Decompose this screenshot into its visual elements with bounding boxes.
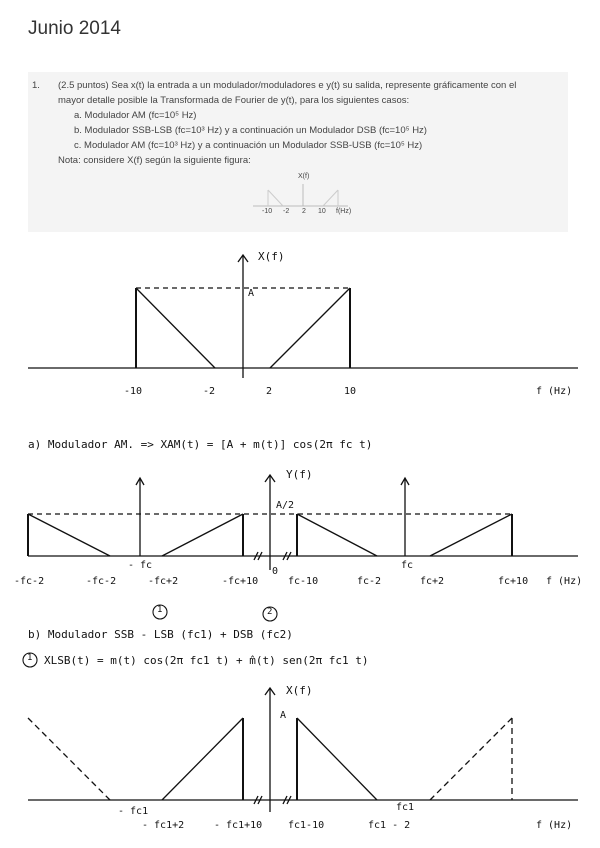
problem-item-c: c. Modulador AM (fc=10³ Hz) y a continuación un Modulador SSB-USB (fc=10⁵ Hz) — [74, 140, 423, 151]
section-b-formula: XLSB(t) = m(t) cos(2π fc1 t) + m̂(t) sen(2π fc1 t) — [44, 654, 369, 667]
graph1-tick: -2 — [203, 386, 216, 397]
fig-tick: 10 — [318, 208, 326, 215]
problem-line-1: (2.5 puntos) Sea x(t) la entrada a un modulador/moduladores e y(t) su salida, represente gráficamente con el — [58, 80, 517, 91]
problem-item-a: a. Modulador AM (fc=10⁵ Hz) — [74, 110, 197, 121]
graph3 — [28, 688, 578, 812]
graph2-tick: -fc-2 — [14, 576, 45, 587]
graph2-tick: fc-2 — [357, 576, 382, 587]
graph2-ylabel: Y(f) — [286, 468, 313, 481]
graph2-zero: 0 — [272, 566, 279, 577]
graph3-fc1: fc1 — [396, 802, 415, 813]
fig-tick: -10 — [262, 208, 273, 215]
graph3-tick: - fc1+2 — [142, 820, 185, 831]
graph2-tick: -fc+10 — [222, 576, 259, 587]
graph2 — [28, 475, 578, 570]
graph2-amplitude: A/2 — [276, 500, 295, 511]
problem-note: Nota: considere X(f) según la siguiente figura: — [58, 155, 251, 166]
graph2-minus-fc: - fc — [128, 560, 153, 571]
circle2-label: 2 — [267, 607, 273, 617]
graph2-tick: -fc+2 — [148, 576, 179, 587]
graph3-amplitude: A — [280, 710, 287, 721]
graph3-xlabel: f (Hz) — [536, 820, 573, 831]
graph1 — [28, 255, 578, 378]
graph1-ylabel: X(f) — [258, 250, 285, 263]
problem-number: 1. — [32, 80, 40, 91]
graph2-tick: fc-10 — [288, 576, 319, 587]
graph1-amplitude: A — [248, 288, 255, 299]
graph1-tick: 2 — [266, 386, 273, 397]
graph1-xlabel: f (Hz) — [536, 386, 573, 397]
graph1-tick: 10 — [344, 386, 357, 397]
page-title: Junio 2014 — [28, 18, 121, 39]
circle1-label: 1 — [157, 605, 163, 615]
graph3-minus-fc1: - fc1 — [118, 806, 149, 817]
fig-tick: -2 — [283, 208, 290, 215]
fig-ylabel: X(f) — [298, 173, 310, 180]
formula-marker: 1 — [27, 653, 33, 663]
problem-item-b: b. Modulador SSB-LSB (fc=10³ Hz) y a continuación un Modulador DSB (fc=10⁵ Hz) — [74, 125, 427, 136]
section-a-heading: a) Modulador AM. => XAM(t) = [A + m(t)] cos(2π fc t) — [28, 438, 373, 451]
graph2-xlabel: f (Hz) — [546, 576, 583, 587]
graph3-tick: fc1 - 2 — [368, 820, 411, 831]
graph2-fc: fc — [401, 560, 414, 571]
graph3-tick: fc1-10 — [288, 820, 325, 831]
graph3-tick: - fc1+10 — [214, 820, 263, 831]
fig-tick: 2 — [302, 208, 306, 215]
problem-line-2: mayor detalle posible la Transformada de Fourier de y(t), para los siguientes casos: — [58, 95, 410, 106]
graph2-tick: fc+10 — [498, 576, 529, 587]
fig-axis-label: f(Hz) — [336, 208, 352, 215]
graph1-tick: -10 — [124, 386, 143, 397]
section-b-heading: b) Modulador SSB - LSB (fc1) + DSB (fc2) — [28, 628, 293, 641]
graph3-ylabel: X(f) — [286, 684, 313, 697]
graph2-tick: -fc-2 — [86, 576, 117, 587]
graph2-tick: fc+2 — [420, 576, 445, 587]
